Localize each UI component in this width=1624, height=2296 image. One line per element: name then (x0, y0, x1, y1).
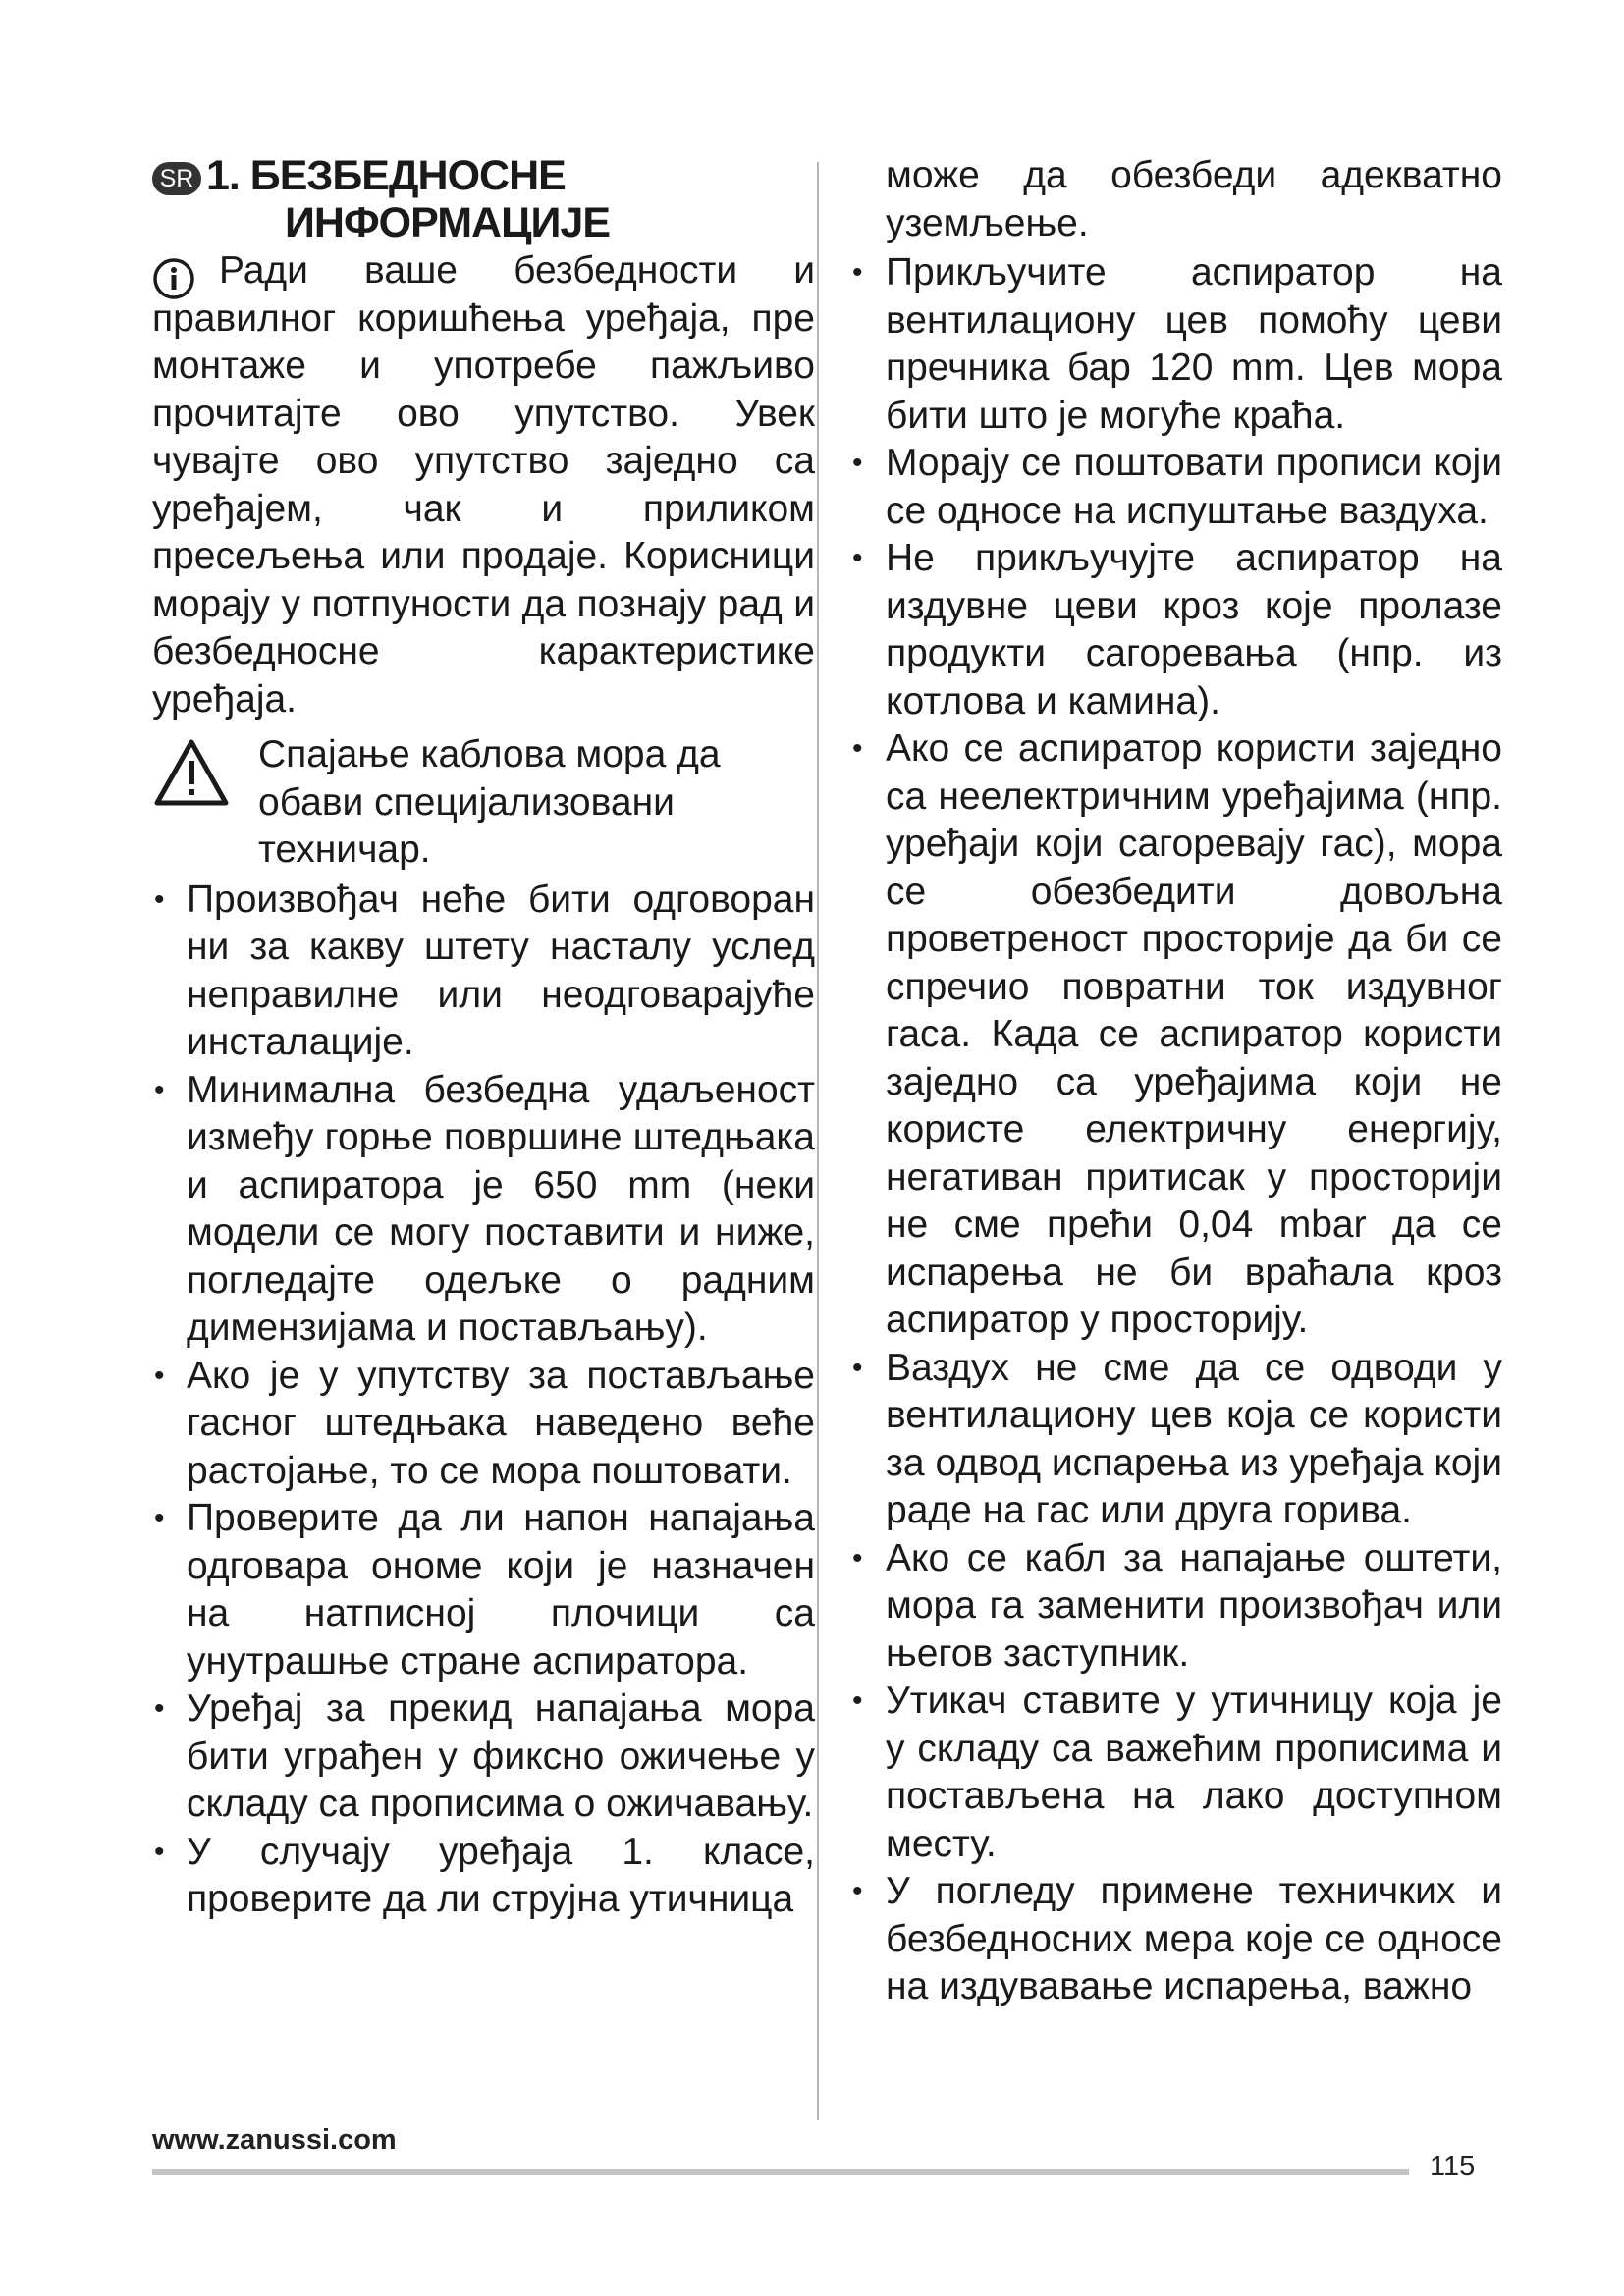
column-divider (817, 162, 819, 2120)
list-item: • Не прикључујте аспиратор на издувне цеви кроз које пролазе продукти сагоревања (нпр. из котлова и камина). (844, 535, 1502, 725)
footer-website-link[interactable]: www.zanussi.com (152, 2124, 397, 2156)
continued-text: може да обезбеди адекватно уземљење. (886, 154, 1502, 244)
list-item: • Произвођач неће бити одговоран ни за какву штету насталу услед неправилне или неодговарајуће инсталације. (152, 877, 815, 1067)
list-item: • Прикључите аспиратор на вентилациону цев помоћу цеви пречника бар 120 mm. Цев мора бити што је могуће краћа. (844, 249, 1502, 440)
warning-text: Спајање каблова мора да обави специјализовани техничар. (258, 733, 721, 871)
list-item: • Проверите да ли напон напајања одговара ономе који је назначен на натписној плочици са унутрашње стране аспиратора. (152, 1495, 815, 1685)
list-item: • Утикач ставите у утичницу која је у складу са важећим прописима и постављена на лако доступном месту. (844, 1678, 1502, 1868)
heading-line-2: ИНФОРМАЦИЈЕ (285, 199, 611, 246)
warning-triangle-icon (152, 737, 231, 808)
warning-notice (152, 731, 815, 875)
info-notice (152, 247, 815, 723)
heading-line-1: 1. БЕЗБЕДНОСНЕ (206, 152, 566, 199)
list-item: • Ако се кабл за напајање оштети, мора га заменити произвођач или његов заступник. (844, 1535, 1502, 1679)
list-item: • Минимална безбедна удаљеност између горње површине штедњака и аспиратора је 650 mm (неки модели се могу поставити и ниже, погледајте одељке о радним димензијама и постављању). (152, 1067, 815, 1353)
list-item: • У погледу примене техничких и безбедносних мера које се односе на издувавање испарења, важно (844, 1868, 1502, 2011)
list-item: • У случају уређаја 1. класе, проверите да ли струјна утичница (152, 1829, 815, 1924)
right-column (844, 152, 1502, 2011)
language-badge: SR (152, 162, 201, 195)
list-item: • Ако је у упутству за постављање гасног штедњака наведено веће растојање, то се мора поштовати. (152, 1353, 815, 1496)
left-column (152, 152, 815, 1924)
right-bullet-list (844, 249, 1502, 2011)
list-item: • Уређај за прекид напајања мора бити уграђен у фиксно ожичење у складу са прописима о ожичавању. (152, 1685, 815, 1829)
section-heading (152, 152, 815, 247)
footer-rule (152, 2169, 1409, 2175)
left-bullet-list (152, 877, 815, 1924)
info-circle-icon (152, 257, 195, 300)
list-item: • Ако се аспиратор користи заједно са неелектричним уређајима (нпр. уређаји који сагоревају гас), мора се обезбедити довољна проветреност просторије да би се спречио повратни ток издувног гаса. Када се аспиратор користи заједно са уређајима који не користе електричну енергију, негативан притисак у просторији не сме прећи 0,04 mbar да се испарења не би враћала кроз аспиратор у просторију. (844, 725, 1502, 1345)
page-number: 115 (1430, 2151, 1476, 2182)
list-item: • Ваздух не сме да се одводи у вентилациону цев која се користи за одвод испарења из уређаја који раде на гас или друга горива. (844, 1345, 1502, 1535)
list-item: • Морају се поштовати прописи који се односе на испуштање ваздуха. (844, 440, 1502, 535)
info-text: Ради ваше безбедности и правилног коришћења уређаја, пре монтаже и употребе пажљиво прочитајте ово упутство. Увек чувајте ово упутство заједно са уређајем, чак и приликом пресељења или продаје. Корисници морају у потпуности да познају рад и безбедносне карактеристике уређаја. (152, 249, 815, 721)
